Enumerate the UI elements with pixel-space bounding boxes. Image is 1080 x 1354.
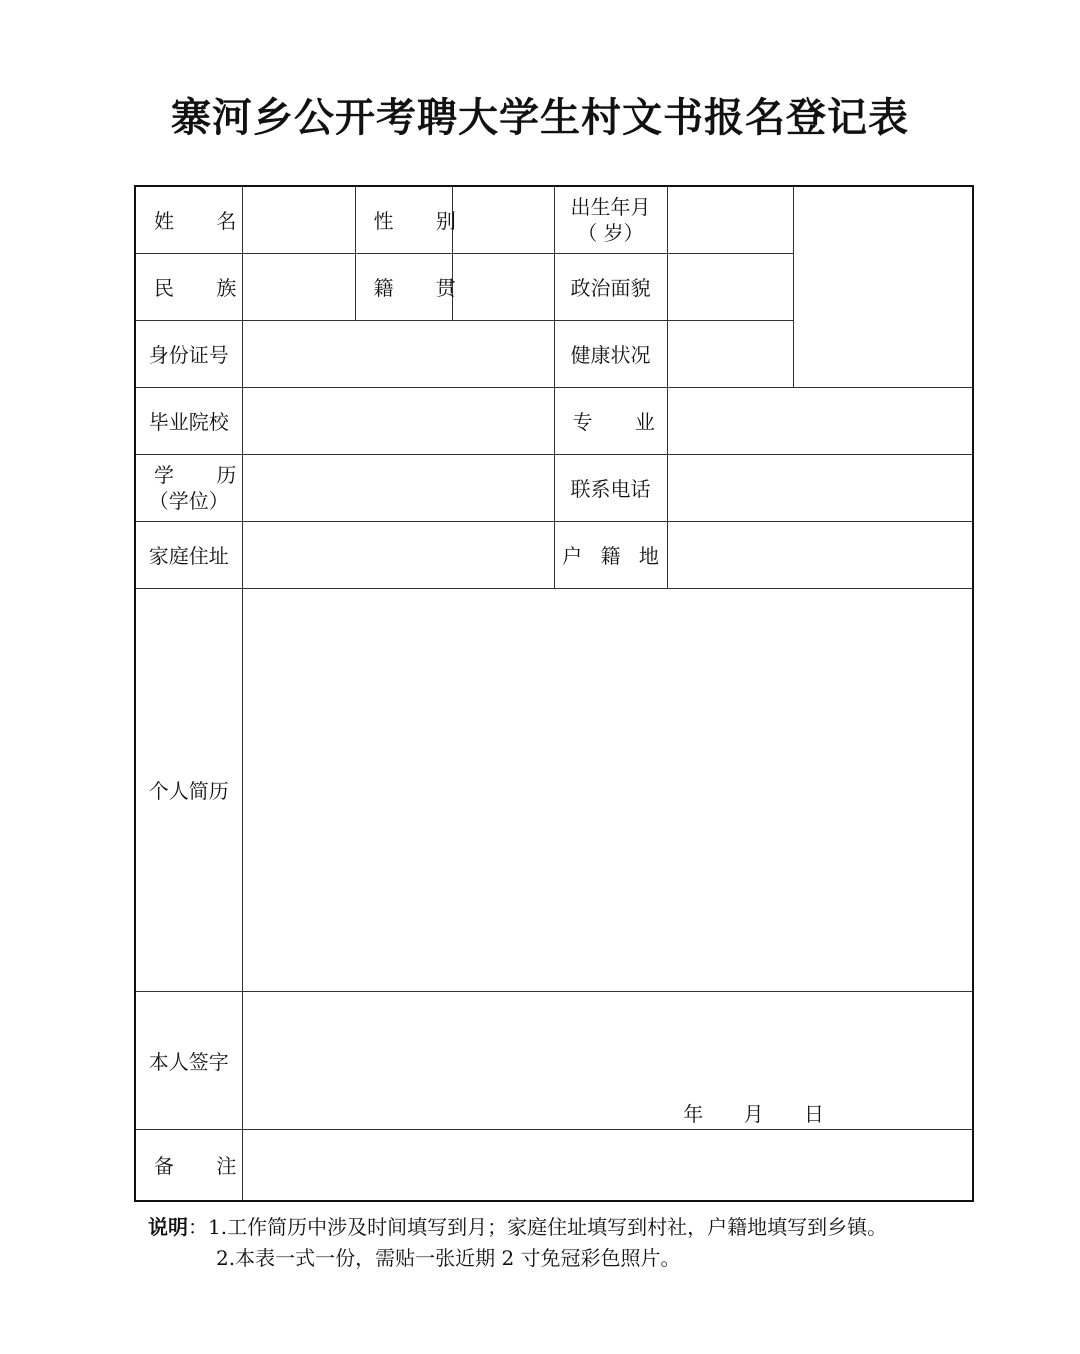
label-signature: 本人签字 xyxy=(135,991,242,1129)
label-ethnicity: 民 族 xyxy=(135,253,242,320)
label-name: 姓 名 xyxy=(135,186,242,253)
label-health: 健康状况 xyxy=(554,320,667,387)
label-household: 户 籍 地 xyxy=(554,521,667,588)
date-year: 年 xyxy=(683,1101,704,1126)
label-address: 家庭住址 xyxy=(135,521,242,588)
signature-date xyxy=(649,1098,824,1127)
label-birth-line1: 出生年月 xyxy=(570,194,651,219)
date-month: 月 xyxy=(743,1101,764,1126)
input-education[interactable] xyxy=(242,454,554,521)
label-school: 毕业院校 xyxy=(135,387,242,454)
input-birth[interactable] xyxy=(667,186,793,253)
input-resume[interactable] xyxy=(242,588,973,991)
input-address[interactable] xyxy=(242,521,554,588)
label-birth xyxy=(554,186,667,253)
label-birth-line2: （ 岁） xyxy=(577,220,644,245)
label-resume: 个人简历 xyxy=(135,588,242,991)
label-remarks: 备 注 xyxy=(135,1129,242,1201)
notes-line2: 2.本表一式一份，需贴一张近期 2 寸免冠彩色照片。 xyxy=(216,1246,681,1270)
label-education xyxy=(135,454,255,521)
input-political[interactable] xyxy=(667,253,793,320)
input-household[interactable] xyxy=(667,521,973,588)
notes-line1: 说明：1.工作简历中涉及时间填写到月；家庭住址填写到村社，户籍地填写到乡镇。 xyxy=(148,1215,888,1239)
input-id-number[interactable] xyxy=(242,320,554,387)
input-health[interactable] xyxy=(667,320,793,387)
form-title: 寨河乡公开考聘大学生村文书报名登记表 xyxy=(171,94,909,141)
input-school[interactable] xyxy=(242,387,554,454)
notes-heading: 说明 xyxy=(148,1215,188,1239)
input-signature[interactable] xyxy=(242,991,973,1129)
input-major[interactable] xyxy=(667,387,973,454)
input-phone[interactable] xyxy=(667,454,973,521)
registration-form-table xyxy=(134,185,974,1202)
notes-section xyxy=(148,1212,887,1274)
label-gender: 性 别 xyxy=(355,186,452,253)
input-name[interactable] xyxy=(242,186,355,253)
photo-area[interactable] xyxy=(793,186,973,387)
label-id-number: 身份证号 xyxy=(135,320,242,387)
label-native-place: 籍 贯 xyxy=(355,253,452,320)
notes-text1: 1.工作简历中涉及时间填写到月；家庭住址填写到村社，户籍地填写到乡镇。 xyxy=(208,1215,888,1239)
label-political: 政治面貌 xyxy=(554,253,667,320)
input-remarks[interactable] xyxy=(242,1129,973,1201)
label-major: 专 业 xyxy=(554,387,667,454)
label-education-line2: （学位） xyxy=(148,488,229,513)
label-phone: 联系电话 xyxy=(554,454,667,521)
label-education-line1: 学 历 xyxy=(154,462,255,487)
input-ethnicity[interactable] xyxy=(242,253,355,320)
date-day: 日 xyxy=(804,1101,824,1126)
